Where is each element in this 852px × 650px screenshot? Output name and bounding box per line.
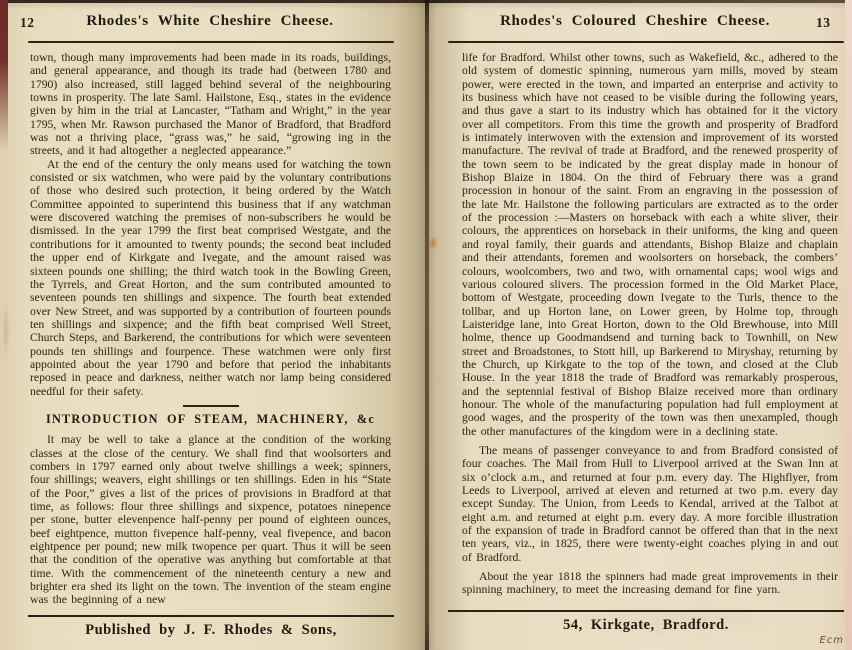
- right-footer-rule: [448, 610, 844, 612]
- right-page-text: [462, 51, 838, 605]
- pencil-corner-mark: Ecm: [819, 635, 844, 646]
- left-header-rule: [28, 41, 394, 43]
- right-page-number: 13: [816, 15, 831, 30]
- paper-stain: [428, 236, 438, 250]
- paragraph: It may be well to take a glance at the condition of the working classes at the close of the century. We shall find that woolsorters and combers in 1797 earned only about twelve shillings a week; spinners, four shillings; weavers, eight shillings or ten shillings. Eden in his “State of the Poor,” gives a list of the prices of provisions in Bradford at that time, as follows: flour three shillings and sixpence, potatoes ninepence per stone, butter elevenpence half-penny per pound of eighteen ounces, beef eightpence, mutton fivepence half-penny, veal fivepence, and bacon eightpence per pound; new milk twopence per quart. Thus it will be seen that the condition of the operative was anything but comfortable at that time. With the commencement of the nineteenth century a new and brighter era shed its light on the town. The invention of the steam engine was the beginning of a new: [30, 433, 391, 607]
- right-header-rule: [448, 41, 844, 43]
- book-cover-edge: [0, 0, 8, 150]
- paragraph: life for Bradford. Whilst other towns, such as Wakefield, &c., adhered to the old system of domestic spinning, numerous yarn mills, moved by steam power, were erected in the town, and imparted an enterprise and activity to its business which have not ceased to be visible during the following years, and thus gave a start to its industry which has obtained for it the victory over all competitors. From this time the growth and prosperity of Bradford is intimately interwoven with the extension and improvement of its worsted manufacture. The revival of trade at Bradford, and the renewed prosperity of the town seem to be indicated by the great display made in honour of Bishop Blaize in 1804. On the third of February there was a grand procession in honour of the saint. From an engraving in the possession of the late Mr. Hailstone the following particulars are extracted as to the order of the procession :—Masters on horseback with each a white sliver, their colours, the apprentices on horseback in their uniforms, the king and queen and royal family, their guards and attendants, Bishop Blaize and chaplain and their attendants, foremen and woolsorters on horseback, the combers’ colours, woolcombers, two and two, with ornamental caps; wool wigs and various coloured slivers. The procession formed in the Old Market Place, bottom of Westgate, proceeding down Ivegate to the Turls, thence to the tollbar, and up Horton lane, on Lower green, by Holme top, through Laisteridge lane, into Great Horton, down to the Old Brewhouse, into Mill holme, thence up Goodmandsend and turning back to Townhill, on New street and Broadstones, to Stott hill, up Barkerend to Miryshay, returning by the Church, up Kirkgate to the top of the town, and closed at the Club House. In the year 1818 the trade of Bradford was remarkably prosperous, and the septennial festival of Bishop Blaize received more than ordinary honour. The whole of the manufacturing population had full employment at good wages, and the prosperity of the town was then unexampled, though the other manufactures of the kingdom were in a declining state.: [462, 51, 838, 438]
- right-page-footer: 54, Kirkgate, Bradford.: [563, 617, 729, 633]
- page-gutter-shadow: [425, 0, 429, 650]
- left-page-text: [30, 51, 391, 609]
- left-page-number: 12: [20, 15, 35, 30]
- paragraph: At the end of the century the only means used for watching the town consisted or six watchmen, who were paid by the voluntary contributions of those who desired such protection, it being ordered by the Watch Committee appointed to superintend this business that if any watchman were discovered watching the premises of non-subscribers he would be dismissed. In the year 1799 the first beat comprised Westgate, and the contributions for it amounted to twenty pounds; the second beat included the upper end of Kirkgate and Ivegate, and the amount raised was sixteen pounds one shilling; the third watch took in the Bowling Green, the Tyrrels, and Great Horton, and the sum contributed amounted to seventeen pounds ten shillings and sixpence. The fourth beat extended over New Street, and was supported by a contribution of fourteen pounds ten shillings and sixpence; and the fifth beat comprised Well Street, Church Steps, and Barkerend, the contributions for which were seventeen pounds ten shillings and fourpence. These watchmen were only first appointed about the year 1790 and before that period the inhabitants reposed in peace and darkness, neither watch nor lamp being considered needful for their safety.: [30, 157, 391, 398]
- scan-right-edge: [845, 0, 852, 650]
- paragraph: About the year 1818 the spinners had made great improvements in their spinning machinery, to meet the increasing demand for fine yarn.: [462, 570, 838, 597]
- paragraph: town, though many improvements had been made in its roads, buildings, and general appearance, and though its trade had (between 1780 and 1790) also increased, still lagged behind several of the neighbouring towns in prosperity. The late Saml. Hailstone, Esq., states in the evidence given by him in the trial at Lancaster, “Tatham and Wright,” in the year 1795, when Mr. Rawson purchased the Manor of Bradford, that Bradford was not a thriving place, “grass was,” he said, “growing ing in the streets, and it had altogether a neglected appearance.”: [30, 51, 391, 158]
- left-page-footer: Published by J. F. Rhodes & Sons,: [85, 622, 337, 638]
- left-footer-rule: [28, 615, 394, 617]
- section-divider: [183, 405, 239, 407]
- paper-stain: [2, 300, 10, 360]
- right-running-title: Rhodes's Coloured Cheshire Cheese.: [500, 13, 770, 29]
- paragraph: The means of passenger conveyance to and from Bradford consisted of four coaches. The Mail from Hull to Liverpool arrived at the Swan Inn at six o’clock a.m., and returned at four p.m. every day. The Highflyer, from Leeds to Liverpool, arrived at eleven and returned at two p.m. every day except Sunday. The Union, from Leeds to Kendal, arrived at the Talbot at eight a.m. and returned at eight p.m. every day. A more forcible illustration of the expansion of trade in Bradford cannot be offered than that in the next ten years, viz., in 1825, there were twenty-eight coaches plying in and out of Bradford.: [462, 443, 838, 564]
- left-running-title: Rhodes's White Cheshire Cheese.: [86, 13, 334, 29]
- section-heading: INTRODUCTION OF STEAM, MACHINERY, &c: [45, 411, 376, 426]
